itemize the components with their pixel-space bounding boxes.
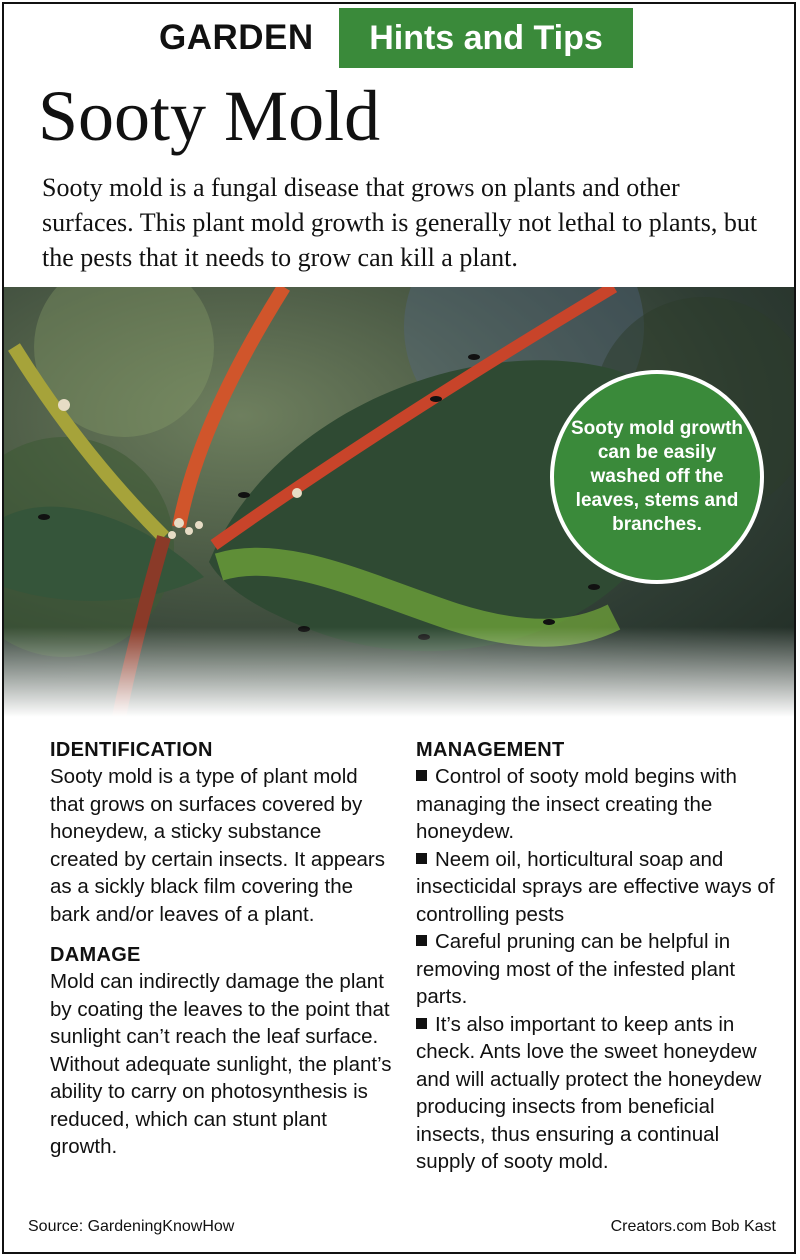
management-item: Careful pruning can be helpful in removing most of the infested plant parts. <box>416 930 736 1008</box>
section-kicker: GARDEN <box>159 18 314 57</box>
damage-body: Mold can indirectly damage the plant by coating the leaves to the point that sunlight can’t reach the leaf surface. Without adequate sunlight, the plant’s ability to carry on photosynthesis is reduced, which can stunt plant growth. <box>50 970 392 1158</box>
identification-body: Sooty mold is a type of plant mold that grows on surfaces covered by honeydew, a sticky substance created by certain insects. It appears as a sickly black film covering the bark and/or leaves of a plant. <box>50 765 386 926</box>
header <box>4 4 794 86</box>
source-credit: Source: GardeningKnowHow <box>28 1218 235 1235</box>
management-item: Neem oil, horticultural soap and insecticidal sprays are effective ways of controlling pests <box>416 847 775 926</box>
page-title: Sooty Mold <box>38 76 381 156</box>
square-bullet-icon <box>416 770 427 781</box>
identification-heading: IDENTIFICATION <box>50 739 213 761</box>
management-heading: MANAGEMENT <box>416 739 565 761</box>
square-bullet-icon <box>416 935 427 946</box>
damage-heading: DAMAGE <box>50 944 141 966</box>
photo-fade <box>4 627 794 717</box>
section-tag: Hints and Tips <box>339 8 633 68</box>
callout-badge: Sooty mold growth can be easily washed off the leaves, stems and branches. <box>550 370 764 584</box>
infographic-card <box>2 2 796 1254</box>
square-bullet-icon <box>416 1018 427 1029</box>
management-item: It’s also important to keep ants in check. Ants love the sweet honeydew and will actually protect the honeydew producing insects from beneficial insects, thus ensuring a continual supply of sooty mold. <box>416 1012 762 1173</box>
management-item: Control of sooty mold begins with managing the insect creating the honeydew. <box>416 765 737 843</box>
right-column <box>416 737 776 1176</box>
left-column <box>50 737 395 1169</box>
author-credit: Creators.com Bob Kast <box>610 1218 776 1235</box>
square-bullet-icon <box>416 853 427 864</box>
intro-text: Sooty mold is a fungal disease that grows on plants and other surfaces. This plant mold growth is generally not lethal to plants, but the pests that it needs to grow can kill a plant. <box>42 173 758 272</box>
